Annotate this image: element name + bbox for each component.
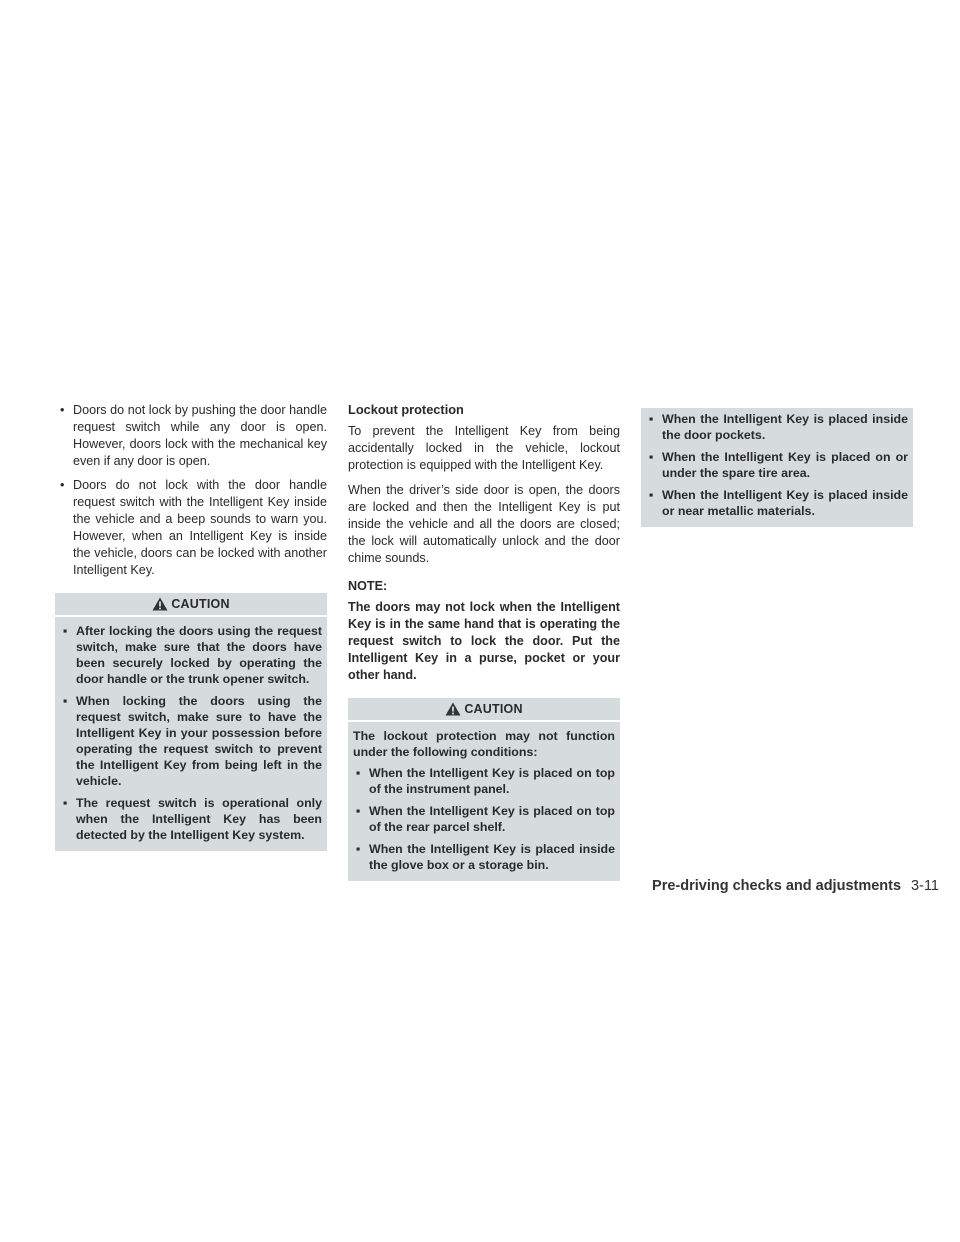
warning-triangle-icon [445,702,461,716]
list-item: ▪ When the Intelligent Key is placed inside the glove box or a storage bin. [353,841,615,873]
section-heading: Lockout protection [348,402,464,417]
caution-list [353,765,615,873]
column-3 [641,408,913,527]
list-item: ▪ The request switch is operational only when the Intelligent Key has been detected by the Intelligent Key system. [60,795,322,843]
note-text: The doors may not lock when the Intelligent Key is in the same hand that is operating the request switch to lock the door. Put the Intelligent Key in a purse, pocket or your other hand. [348,600,620,682]
page-footer [652,878,939,894]
list-item: ▪ When the Intelligent Key is placed on or under the spare tire area. [646,449,908,481]
list-item: ▪ When the Intelligent Key is placed on top of the instrument panel. [353,765,615,797]
paragraph: When the driver’s side door is open, the doors are locked and then the Intelligent Key is put inside the vehicle and all the doors are closed; the lock will automatically unlock and the door chime sounds. [348,483,620,565]
caution-title: CAUTION [171,597,230,611]
caution-header [55,593,327,617]
caution-box-continued [641,408,913,527]
list-item: • Doors do not lock with the door handle request switch with the Intelligent Key inside the vehicle and a beep sounds to warn you. However, when an Intelligent Key is inside the vehicle, doors can be locked with another Intelligent Key. [55,477,327,579]
caution-title: CAUTION [464,702,523,716]
list-item: • Doors do not lock by pushing the door handle request switch while any door is open. However, doors lock with the mechanical key even if any door is open. [55,402,327,470]
caution-list [60,623,322,843]
column-2 [348,402,620,881]
page-number: 3-11 [911,878,939,894]
caution-list [646,411,908,519]
caution-box [348,698,620,881]
list-item: ▪ When locking the doors using the request switch, make sure to have the Intelligent Key in your possession before operating the request switch to prevent the Intelligent Key from being left in the vehicle. [60,693,322,789]
caution-intro: The lockout protection may not function under the following conditions: [353,729,615,759]
section-title: Pre-driving checks and adjustments [652,878,902,894]
caution-box [55,593,327,851]
list-item: ▪ After locking the doors using the request switch, make sure that the doors have been securely locked by operating the door handle or the trunk opener switch. [60,623,322,687]
list-item: ▪ When the Intelligent Key is placed on top of the rear parcel shelf. [353,803,615,835]
column-1 [55,402,327,851]
bullet-list [55,402,327,579]
warning-triangle-icon [152,597,168,611]
caution-header [348,698,620,722]
paragraph: To prevent the Intelligent Key from being accidentally locked in the vehicle, lockout protection is equipped with the Intelligent Key. [348,424,620,472]
list-item: ▪ When the Intelligent Key is placed inside the door pockets. [646,411,908,443]
note-label: NOTE: [348,579,388,593]
list-item: ▪ When the Intelligent Key is placed inside or near metallic materials. [646,487,908,519]
